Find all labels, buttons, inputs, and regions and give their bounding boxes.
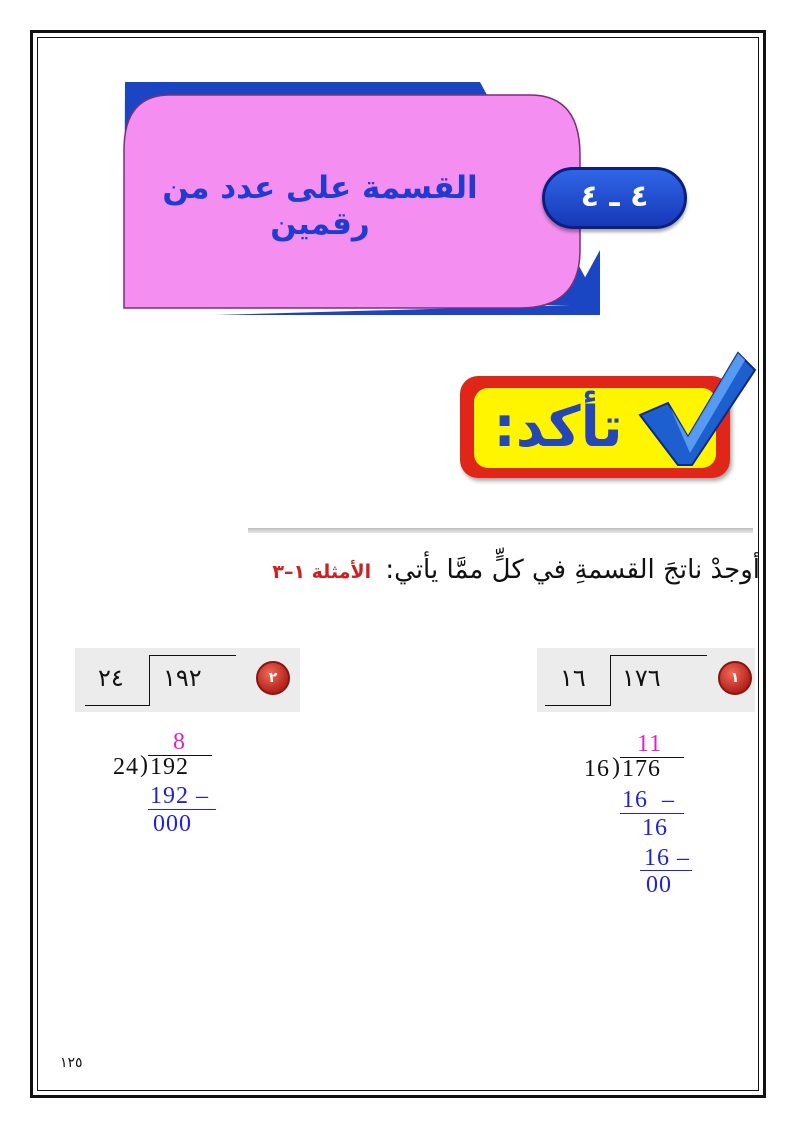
lesson-number: ٤ ـ ٤ (580, 179, 649, 214)
divider-strip (248, 528, 753, 533)
check-section-label: تأكد: (493, 395, 623, 460)
work-2-step1-result: 000 (153, 811, 192, 837)
exercise-2-baseline (85, 705, 150, 706)
exercise-2-dividend: ١٩٢ (163, 664, 202, 692)
instruction-line (272, 555, 760, 585)
lesson-title: القسمة على عدد من رقمين (162, 170, 478, 242)
exercise-2-division-bracket (149, 655, 236, 706)
exercise-1-division-bracket (610, 655, 707, 706)
exercise-1-number: ١ (718, 661, 752, 695)
checkmark-icon (630, 345, 760, 475)
exercise-1-baseline (545, 705, 611, 706)
exercise-2-divisor: ٢٤ (98, 664, 124, 692)
work-1-quotient: 11 (637, 731, 663, 757)
work-1-step2-rule (640, 870, 692, 871)
work-1-step2-subtract: 16 – (644, 845, 690, 871)
lesson-number-badge (542, 167, 687, 229)
work-1-step1-subtract: 16 – (622, 787, 675, 813)
work-1-step1-rule (620, 813, 684, 814)
work-2-dividend: 192 (150, 754, 189, 780)
instruction-text: أوجدْ ناتجَ القسمةِ في كلٍّ ممَّا يأتي: (385, 555, 760, 585)
exercise-1-divisor: ١٦ (560, 664, 586, 692)
examples-reference: الأمثلة ١–٣ (272, 561, 372, 583)
work-1-bracket: ) (612, 754, 621, 780)
work-1-dividend: 176 (622, 756, 661, 782)
work-1-vinculum (620, 757, 684, 758)
exercise-1-dividend: ١٧٦ (622, 664, 661, 692)
work-2-step1-subtract: 192 – (150, 783, 209, 809)
work-1-step2-result: 00 (646, 872, 672, 898)
exercise-2-number: ٢ (256, 661, 290, 695)
work-2-divisor: 24 (113, 754, 139, 780)
work-2-step1-rule (148, 809, 216, 810)
work-2-bracket: ) (140, 752, 149, 778)
work-1-divisor: 16 (584, 756, 610, 782)
page-number: ١٢٥ (60, 1055, 83, 1071)
work-2-quotient: 8 (173, 729, 186, 755)
work-2-vinculum (148, 755, 212, 756)
work-1-step1-result: 16 (642, 815, 668, 841)
